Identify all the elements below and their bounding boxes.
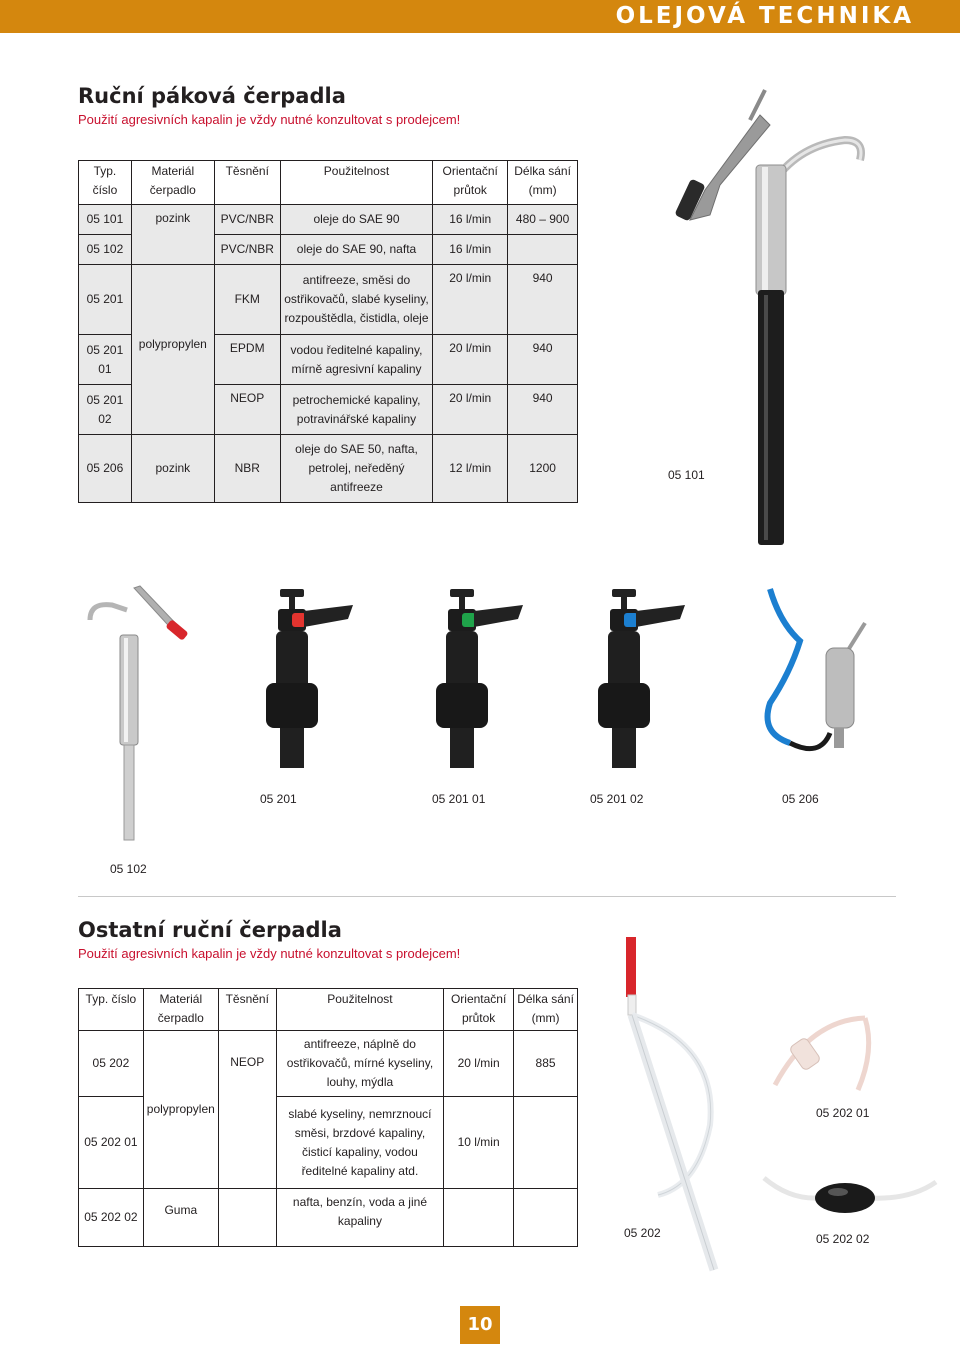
- cell-delka: 480 – 900: [508, 205, 578, 235]
- col-header-typ: Typ. číslo: [79, 161, 132, 205]
- section2-table: [78, 988, 578, 1247]
- cell-pouzitelnost: antifreeze, náplně do ostřikovačů, mírné kyseliny, louhy, mýdla: [276, 1031, 443, 1097]
- section-divider: [78, 896, 896, 897]
- lever-pump-05102-image: [82, 580, 192, 845]
- table-row: [79, 1189, 578, 1247]
- col-header-prutok: Orientační průtok: [433, 161, 508, 205]
- drum-pump-0520102-image: [590, 583, 690, 773]
- caption-05206: 05 206: [782, 792, 819, 806]
- drum-pump-05201-image: [258, 583, 358, 773]
- cell-typ: 05 202 02: [79, 1189, 144, 1247]
- cell-typ: 05 201 02: [79, 385, 132, 435]
- cell-prutok: 20 l/min: [433, 335, 508, 385]
- cell-material: polypropylen: [131, 265, 214, 435]
- cell-prutok: 20 l/min: [433, 265, 508, 335]
- cell-prutok: 16 l/min: [433, 235, 508, 265]
- table-row: [79, 265, 578, 335]
- col-header-delka: Délka sání (mm): [508, 161, 578, 205]
- cell-delka-empty: [508, 235, 578, 265]
- table-row: [79, 1031, 578, 1097]
- col-header-material: Materiál čerpadlo: [131, 161, 214, 205]
- cell-pouzitelnost: nafta, benzín, voda a jiné kapaliny: [276, 1189, 443, 1247]
- cell-typ: 05 102: [79, 235, 132, 265]
- cell-tesneni: NEOP: [214, 385, 280, 435]
- cell-prutok: 20 l/min: [433, 385, 508, 435]
- cell-pouzitelnost: antifreeze, směsi do ostřikovačů, slabé kyseliny, rozpouštědla, čistidla, oleje: [280, 265, 433, 335]
- caption-05102: 05 102: [110, 862, 147, 876]
- col-header-pouzitelnost: Použitelnost: [276, 989, 443, 1031]
- cell-tesneni: EPDM: [214, 335, 280, 385]
- cell-prutok: 12 l/min: [433, 435, 508, 503]
- caption-0520202: 05 202 02: [816, 1232, 870, 1246]
- caption-05201: 05 201: [260, 792, 297, 806]
- cell-material: pozink: [131, 205, 214, 265]
- section2-note: Použití agresivních kapalin je vždy nutné konzultovat s prodejcem!: [78, 946, 461, 961]
- caption-0520102: 05 201 02: [590, 792, 644, 806]
- cell-tesneni: PVC/NBR: [214, 205, 280, 235]
- cell-typ: 05 206: [79, 435, 132, 503]
- cell-delka: 885: [514, 1031, 578, 1097]
- cell-prutok-empty: [444, 1189, 514, 1247]
- cell-typ: 05 202: [79, 1031, 144, 1097]
- cell-prutok: 16 l/min: [433, 205, 508, 235]
- col-header-tesneni: Těsnění: [218, 989, 276, 1031]
- drum-pump-0520101-image: [428, 583, 528, 773]
- page-number: 10: [460, 1306, 500, 1344]
- hose-pump-05206-image: [760, 583, 880, 763]
- cell-typ: 05 201: [79, 265, 132, 335]
- caption-05202: 05 202: [624, 1226, 661, 1240]
- col-header-material: Materiál čerpadlo: [143, 989, 218, 1031]
- cell-prutok: 10 l/min: [444, 1097, 514, 1189]
- table-header-row: [79, 989, 578, 1031]
- cell-pouzitelnost: oleje do SAE 50, nafta, petrolej, neředěný antifreeze: [280, 435, 433, 503]
- caption-05101: 05 101: [668, 468, 705, 482]
- cell-delka: 1200: [508, 435, 578, 503]
- cell-pouzitelnost: vodou ředitelné kapaliny, mírně agresivní kapaliny: [280, 335, 433, 385]
- caption-0520201: 05 202 01: [816, 1106, 870, 1120]
- cell-delka: 940: [508, 265, 578, 335]
- cell-prutok: 20 l/min: [444, 1031, 514, 1097]
- caption-0520101: 05 201 01: [432, 792, 486, 806]
- siphon-pump-05202-image: [598, 935, 728, 1280]
- cell-pouzitelnost: oleje do SAE 90, nafta: [280, 235, 433, 265]
- table-row: [79, 205, 578, 235]
- table-header-row: [79, 161, 578, 205]
- col-header-pouzitelnost: Použitelnost: [280, 161, 433, 205]
- cell-typ: 05 202 01: [79, 1097, 144, 1189]
- cell-tesneni: FKM: [214, 265, 280, 335]
- cell-typ: 05 101: [79, 205, 132, 235]
- cell-pouzitelnost: slabé kyseliny, nemrznoucí směsi, brzdové kapaliny, čisticí kapaliny, vodou ředitelné kapaliny atd.: [276, 1097, 443, 1189]
- cell-tesneni-empty: [218, 1189, 276, 1247]
- cell-tesneni: NBR: [214, 435, 280, 503]
- section1-table: [78, 160, 578, 503]
- cell-pouzitelnost: petrochemické kapaliny, potravinářské kapaliny: [280, 385, 433, 435]
- cell-material: polypropylen: [143, 1031, 218, 1189]
- cell-delka-empty: [514, 1189, 578, 1247]
- cell-material: pozink: [131, 435, 214, 503]
- brand-title: OLEJOVÁ TECHNIKA: [615, 3, 914, 29]
- cell-tesneni: PVC/NBR: [214, 235, 280, 265]
- siphon-hose-0520201-image: [770, 1010, 880, 1105]
- cell-pouzitelnost: oleje do SAE 90: [280, 205, 433, 235]
- section1-title: Ruční páková čerpadla: [78, 84, 346, 108]
- cell-typ: 05 201 01: [79, 335, 132, 385]
- section1-note: Použití agresivních kapalin je vždy nutné konzultovat s prodejcem!: [78, 112, 461, 127]
- cell-material: Guma: [143, 1189, 218, 1247]
- header-bar: [0, 0, 960, 33]
- bulb-siphon-0520202-image: [760, 1170, 940, 1230]
- lever-pump-05101-image: [680, 85, 880, 555]
- table-row: [79, 435, 578, 503]
- col-header-typ: Typ. číslo: [79, 989, 144, 1031]
- col-header-tesneni: Těsnění: [214, 161, 280, 205]
- cell-delka-empty: [514, 1097, 578, 1189]
- col-header-prutok: Orientační průtok: [444, 989, 514, 1031]
- col-header-delka: Délka sání (mm): [514, 989, 578, 1031]
- section2-title: Ostatní ruční čerpadla: [78, 918, 342, 942]
- cell-delka: 940: [508, 335, 578, 385]
- cell-tesneni: NEOP: [218, 1031, 276, 1189]
- cell-delka: 940: [508, 385, 578, 435]
